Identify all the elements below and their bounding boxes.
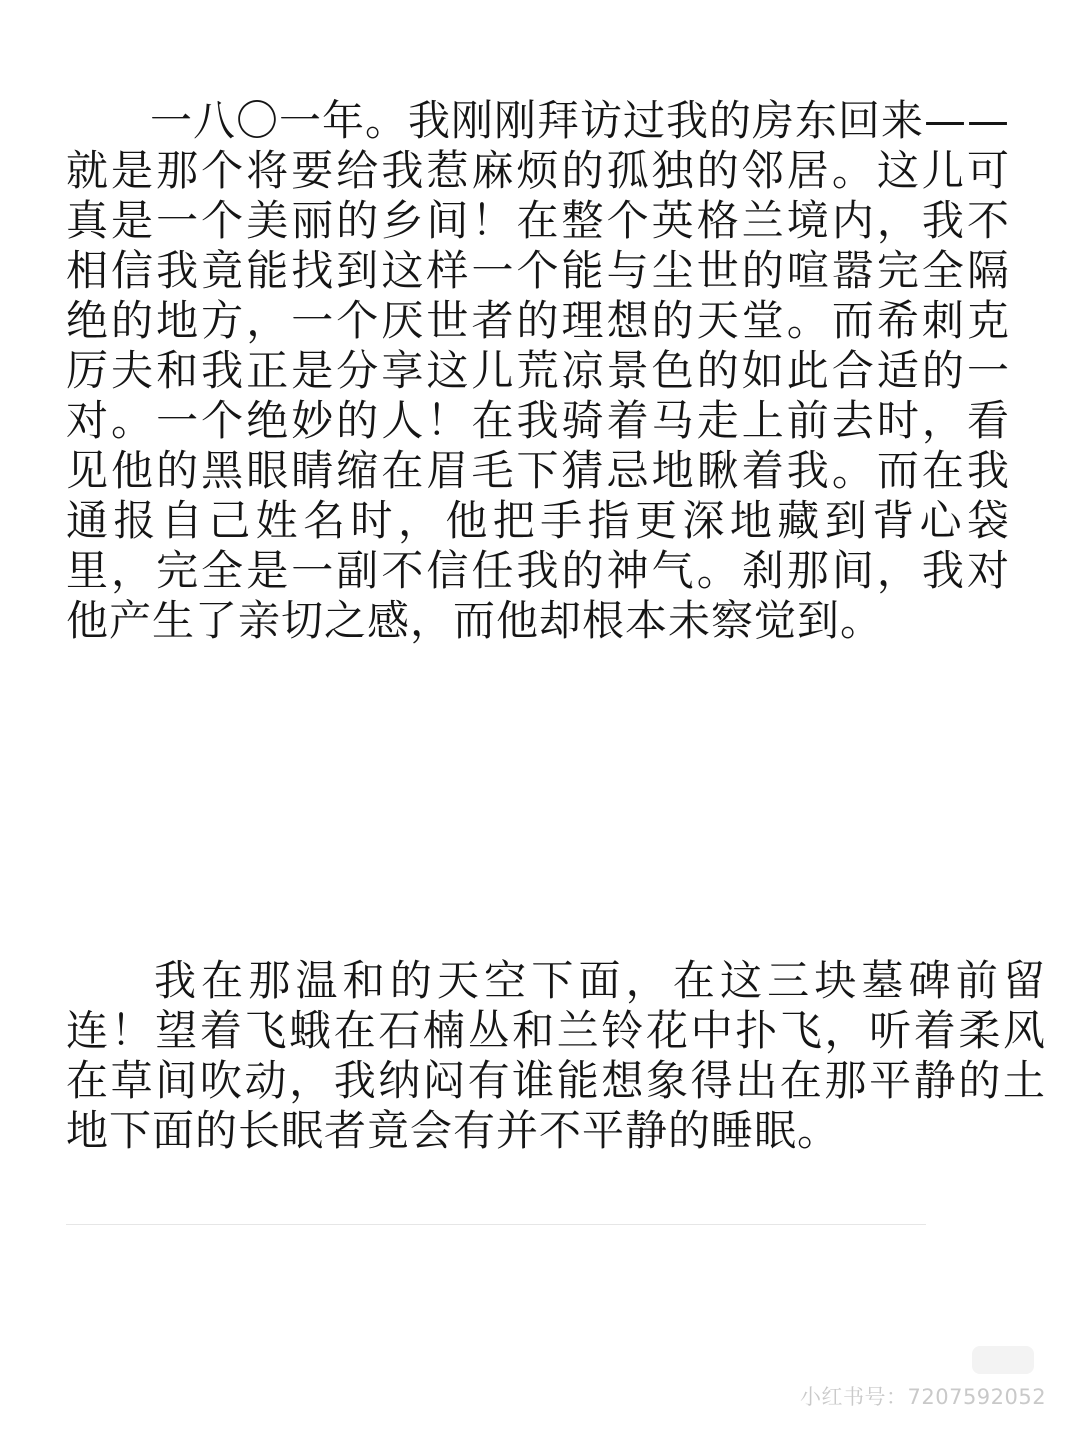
paragraph-opening: 一八〇一年。我刚刚拜访过我的房东回来——就是那个将要给我惹麻烦的孤独的邻居。这儿可真是一个美丽的乡间！在整个英格兰境内，我不相信我竟能找到这样一个能与尘世的喧嚣完全隔绝的地方，一个厌世者的理想的天堂。而希刺克厉夫和我正是分享这儿荒凉景色的如此合适的一对。一个绝妙的人！在我骑着马走上前去时，看见他的黑眼睛缩在眉毛下猜忌地瞅着我。而在我通报自己姓名时，他把手指更深地藏到背心袋里，完全是一副不信任我的神气。刹那间，我对他产生了亲切之感，而他却根本未察觉到。	[66, 96, 1011, 645]
watermark-text: 小红书号：7207592052	[800, 1385, 1047, 1409]
divider	[66, 1224, 926, 1225]
watermark-logo-icon	[972, 1346, 1034, 1374]
paragraph-closing: 我在那温和的天空下面，在这三块墓碑前留连！望着飞蛾在石楠丛和兰铃花中扑飞，听着柔风在草间吹动，我纳闷有谁能想象得出在那平静的土地下面的长眠者竟会有并不平静的睡眠。	[66, 956, 1046, 1155]
